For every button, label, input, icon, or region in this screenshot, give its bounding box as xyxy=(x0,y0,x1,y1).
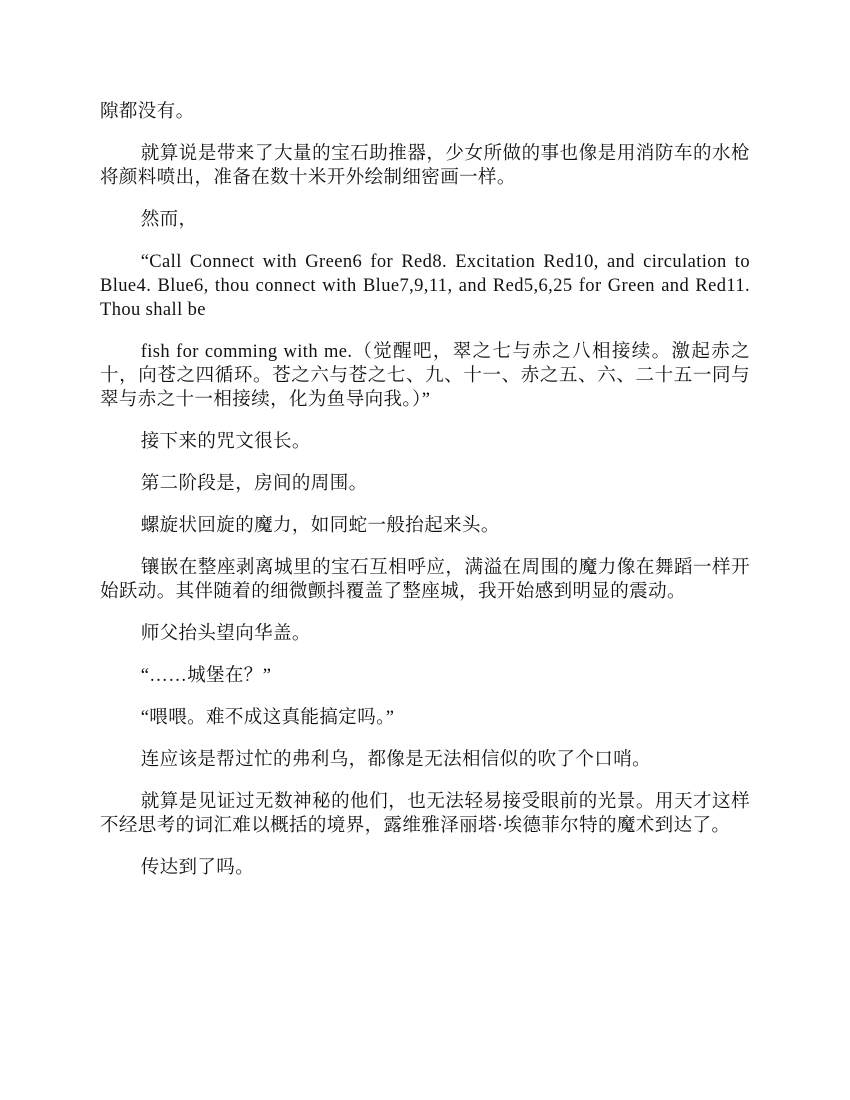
paragraph: 连应该是帮过忙的弗利乌，都像是无法相信似的吹了个口哨。 xyxy=(140,750,651,770)
paragraph: 第二阶段是，房间的周围。 xyxy=(140,474,368,494)
paragraph: 就算是见证过无数神秘的他们，也无法轻易接受眼前的光景。用天才这样不经思考的词汇难以概括的境界，露维雅泽丽塔·埃德菲尔特的魔术到达了。 xyxy=(100,792,750,836)
paragraph: 镶嵌在整座剥离城里的宝石互相呼应，满溢在周围的魔力像在舞蹈一样开始跃动。其伴随着的细微颤抖覆盖了整座城，我开始感到明显的震动。 xyxy=(100,558,750,602)
paragraph: 就算说是带来了大量的宝石助推器，少女所做的事也像是用消防车的水枪将颜料喷出，准备在数十米开外绘制细密画一样。 xyxy=(100,144,750,188)
document-body xyxy=(100,100,750,898)
paragraph-incantation-translation: fish for comming with me.（觉醒吧，翠之七与赤之八相接续。激起赤之十，向苍之四循环。苍之六与苍之七、九、十一、赤之五、六、二十五一同与翠与赤之十一相接续，化为鱼导向我。）” xyxy=(100,342,750,410)
paragraph-dialogue: “喂喂。难不成这真能搞定吗。” xyxy=(140,708,395,728)
paragraph-incantation: “Call Connect with Green6 for Red8. Excitation Red10, and circulation to Blue4. Blue6, thou connect with Blue7,9,11, and Red5,6,25 for Green and Red11. Thou shall be xyxy=(100,252,750,320)
paragraph-dialogue: “……城堡在？” xyxy=(140,666,272,686)
paragraph: 接下来的咒文很长。 xyxy=(140,432,311,452)
paragraph: 然而， xyxy=(140,210,198,230)
paragraph: 螺旋状回旋的魔力，如同蛇一般抬起来头。 xyxy=(140,516,500,536)
paragraph: 传达到了吗。 xyxy=(140,858,255,878)
paragraph-continuation: 隙都没有。 xyxy=(100,102,195,122)
paragraph: 师父抬头望向华盖。 xyxy=(140,624,311,644)
